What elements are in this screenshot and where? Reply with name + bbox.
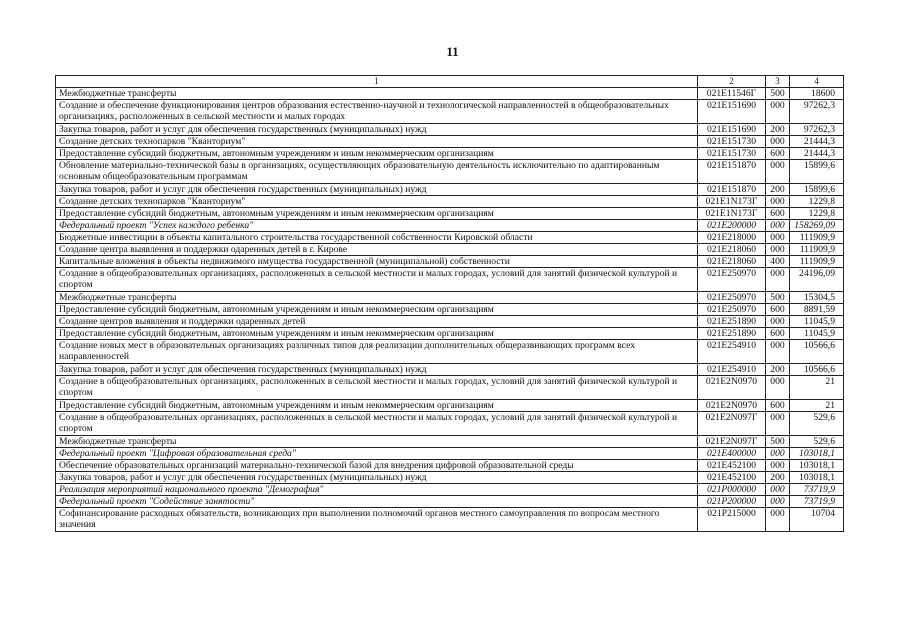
row-code-cell: 021E400000: [698, 448, 766, 460]
row-name-cell: Капитальные вложения в объекты недвижимого имущества государственной (муниципальной) собственности: [56, 256, 698, 268]
row-sum-cell: 111909,9: [790, 232, 844, 244]
table-row: [56, 244, 844, 256]
table-row: [56, 496, 844, 508]
table-row: [56, 232, 844, 244]
row-name-cell: Создание новых мест в образовательных организациях различных типов для реализации дополнительных общеразвивающих программ всех направленностей: [56, 340, 698, 364]
table-row: [56, 340, 844, 364]
row-code-cell: 021E11546Г: [698, 88, 766, 100]
row-code-cell: 021E2N0970: [698, 400, 766, 412]
row-name-cell: Межбюджетные трансферты: [56, 436, 698, 448]
table-row: [56, 328, 844, 340]
row-sum-cell: 15899,6: [790, 160, 844, 184]
row-kind-cell: 200: [766, 124, 790, 136]
row-kind-cell: 600: [766, 400, 790, 412]
table-row: [56, 400, 844, 412]
row-kind-cell: 000: [766, 316, 790, 328]
row-kind-cell: 000: [766, 220, 790, 232]
table-row: [56, 484, 844, 496]
row-sum-cell: 1229,8: [790, 196, 844, 208]
row-kind-cell: 600: [766, 208, 790, 220]
row-name-cell: Создание центров выявления и поддержки одаренных детей: [56, 316, 698, 328]
row-sum-cell: 10704: [790, 508, 844, 532]
row-sum-cell: 1229,8: [790, 208, 844, 220]
table-row: [56, 184, 844, 196]
row-name-cell: Софинансирование расходных обязательств, возникающих при выполнении полномочий органов местного самоуправления по вопросам местного значения: [56, 508, 698, 532]
row-sum-cell: 111909,9: [790, 256, 844, 268]
row-name-cell: Федеральный проект "Успех каждого ребенка": [56, 220, 698, 232]
row-sum-cell: 111909,9: [790, 244, 844, 256]
row-code-cell: 021E1N173Г: [698, 196, 766, 208]
row-code-cell: 021E2N097Г: [698, 412, 766, 436]
table-row: [56, 304, 844, 316]
row-kind-cell: 200: [766, 364, 790, 376]
row-kind-cell: 000: [766, 412, 790, 436]
row-kind-cell: 200: [766, 472, 790, 484]
row-kind-cell: 000: [766, 448, 790, 460]
table-row: [56, 220, 844, 232]
row-name-cell: Межбюджетные трансферты: [56, 292, 698, 304]
table-row: [56, 364, 844, 376]
row-name-cell: Обновление материально-технической базы в организациях, осуществляющих образовательную деятельность исключительно по адаптированным основным общеобразовательным программам: [56, 160, 698, 184]
row-code-cell: 021E2N097Г: [698, 436, 766, 448]
row-kind-cell: 000: [766, 376, 790, 400]
page-number: 11: [446, 44, 459, 59]
row-sum-cell: 158269,09: [790, 220, 844, 232]
table-row: [56, 148, 844, 160]
row-kind-cell: 600: [766, 328, 790, 340]
row-code-cell: 021E254910: [698, 340, 766, 364]
budget-table: [55, 75, 844, 532]
row-code-cell: 021E218000: [698, 232, 766, 244]
row-code-cell: 021E151690: [698, 124, 766, 136]
row-code-cell: 021E218060: [698, 256, 766, 268]
row-name-cell: Закупка товаров, работ и услуг для обеспечения государственных (муниципальных) нужд: [56, 124, 698, 136]
row-name-cell: Предоставление субсидий бюджетным, автономным учреждениям и иным некоммерческим организациям: [56, 304, 698, 316]
row-kind-cell: 200: [766, 184, 790, 196]
row-name-cell: Создание детских технопарков "Кванториум": [56, 136, 698, 148]
row-sum-cell: 15304,5: [790, 292, 844, 304]
row-kind-cell: 000: [766, 340, 790, 364]
row-name-cell: Предоставление субсидий бюджетным, автономным учреждениям и иным некоммерческим организациям: [56, 208, 698, 220]
row-kind-cell: 000: [766, 100, 790, 124]
row-sum-cell: 529,6: [790, 412, 844, 436]
row-sum-cell: 73719,9: [790, 496, 844, 508]
row-code-cell: 021E250970: [698, 304, 766, 316]
row-sum-cell: 11045,9: [790, 328, 844, 340]
row-sum-cell: 15899,6: [790, 184, 844, 196]
row-name-cell: Создание детских технопарков "Кванториум": [56, 196, 698, 208]
row-kind-cell: 000: [766, 232, 790, 244]
table-row: [56, 124, 844, 136]
header-col-sum: 4: [790, 76, 844, 88]
row-name-cell: Создание в общеобразовательных организациях, расположенных в сельской местности и малых городах, условий для занятий физической культурой и спортом: [56, 376, 698, 400]
row-sum-cell: 103018,1: [790, 460, 844, 472]
table-header-row: [56, 76, 844, 88]
row-sum-cell: 18600: [790, 88, 844, 100]
table-row: [56, 460, 844, 472]
row-name-cell: Создание в общеобразовательных организациях, расположенных в сельской местности и малых городах, условий для занятий физической культурой и спортом: [56, 268, 698, 292]
row-code-cell: 021E452100: [698, 472, 766, 484]
row-kind-cell: 000: [766, 268, 790, 292]
row-name-cell: Федеральный проект "Содействие занятости": [56, 496, 698, 508]
header-col-kind: 3: [766, 76, 790, 88]
row-kind-cell: 000: [766, 136, 790, 148]
row-name-cell: Закупка товаров, работ и услуг для обеспечения государственных (муниципальных) нужд: [56, 472, 698, 484]
row-sum-cell: 97262,3: [790, 124, 844, 136]
row-sum-cell: 103018,1: [790, 448, 844, 460]
row-kind-cell: 000: [766, 496, 790, 508]
row-code-cell: 021P200000: [698, 496, 766, 508]
row-name-cell: Создание центра выявления и поддержки одаренных детей в г. Кирове: [56, 244, 698, 256]
row-code-cell: 021E250970: [698, 292, 766, 304]
table-row: [56, 472, 844, 484]
row-name-cell: Межбюджетные трансферты: [56, 88, 698, 100]
header-col-name: 1: [56, 76, 698, 88]
budget-table-body: [56, 76, 844, 532]
table-row: [56, 160, 844, 184]
header-col-code: 2: [698, 76, 766, 88]
row-code-cell: 021E151690: [698, 100, 766, 124]
row-kind-cell: 600: [766, 148, 790, 160]
row-sum-cell: 10566,6: [790, 340, 844, 364]
row-sum-cell: 21: [790, 376, 844, 400]
row-kind-cell: 500: [766, 88, 790, 100]
table-row: [56, 196, 844, 208]
row-sum-cell: 24196,09: [790, 268, 844, 292]
row-sum-cell: 529,6: [790, 436, 844, 448]
row-name-cell: Бюджетные инвестиции в объекты капитального строительства государственной собственности Кировской области: [56, 232, 698, 244]
table-row: [56, 316, 844, 328]
row-code-cell: 021E251890: [698, 328, 766, 340]
row-sum-cell: 8891,59: [790, 304, 844, 316]
row-code-cell: 021E151730: [698, 136, 766, 148]
row-code-cell: 021E452100: [698, 460, 766, 472]
row-kind-cell: 000: [766, 508, 790, 532]
row-code-cell: 021P000000: [698, 484, 766, 496]
row-name-cell: Закупка товаров, работ и услуг для обеспечения государственных (муниципальных) нужд: [56, 364, 698, 376]
row-code-cell: 021E200000: [698, 220, 766, 232]
row-code-cell: 021E251890: [698, 316, 766, 328]
row-name-cell: Реализация мероприятий национального проекта "Демография": [56, 484, 698, 496]
row-code-cell: 021E254910: [698, 364, 766, 376]
row-name-cell: Обеспечение образовательных организаций материально-технической базой для внедрения цифровой образовательной среды: [56, 460, 698, 472]
table-row: [56, 448, 844, 460]
row-kind-cell: 000: [766, 460, 790, 472]
table-row: [56, 88, 844, 100]
row-sum-cell: 11045,9: [790, 316, 844, 328]
row-name-cell: Федеральный проект "Цифровая образовательная среда": [56, 448, 698, 460]
row-code-cell: 021E151870: [698, 184, 766, 196]
row-name-cell: Создание в общеобразовательных организациях, расположенных в сельской местности и малых городах, условий для занятий физической культурой и спортом: [56, 412, 698, 436]
row-code-cell: 021E151730: [698, 148, 766, 160]
table-row: [56, 136, 844, 148]
row-name-cell: Предоставление субсидий бюджетным, автономным учреждениям и иным некоммерческим организациям: [56, 148, 698, 160]
row-kind-cell: 500: [766, 436, 790, 448]
table-row: [56, 292, 844, 304]
row-kind-cell: 000: [766, 160, 790, 184]
row-sum-cell: 21444,3: [790, 136, 844, 148]
table-row: [56, 268, 844, 292]
table-row: [56, 508, 844, 532]
row-kind-cell: 000: [766, 196, 790, 208]
table-row: [56, 436, 844, 448]
table-row: [56, 256, 844, 268]
row-name-cell: Создание и обеспечение функционирования центров образования естественно-научной и технологической направленностей в общеобразовательных организациях, расположенных в сельской местности и малых городах: [56, 100, 698, 124]
row-code-cell: 021E151870: [698, 160, 766, 184]
row-sum-cell: 10566,6: [790, 364, 844, 376]
row-sum-cell: 103018,1: [790, 472, 844, 484]
row-name-cell: Предоставление субсидий бюджетным, автономным учреждениям и иным некоммерческим организациям: [56, 328, 698, 340]
row-kind-cell: 000: [766, 484, 790, 496]
table-row: [56, 100, 844, 124]
row-sum-cell: 73719,9: [790, 484, 844, 496]
row-code-cell: 021E218060: [698, 244, 766, 256]
row-kind-cell: 000: [766, 244, 790, 256]
row-code-cell: 021E250970: [698, 268, 766, 292]
table-row: [56, 208, 844, 220]
row-sum-cell: 97262,3: [790, 100, 844, 124]
row-kind-cell: 500: [766, 292, 790, 304]
row-sum-cell: 21444,3: [790, 148, 844, 160]
row-code-cell: 021E2N0970: [698, 376, 766, 400]
row-code-cell: 021P215000: [698, 508, 766, 532]
row-name-cell: Предоставление субсидий бюджетным, автономным учреждениям и иным некоммерческим организациям: [56, 400, 698, 412]
row-name-cell: Закупка товаров, работ и услуг для обеспечения государственных (муниципальных) нужд: [56, 184, 698, 196]
table-row: [56, 412, 844, 436]
row-code-cell: 021E1N173Г: [698, 208, 766, 220]
row-sum-cell: 21: [790, 400, 844, 412]
row-kind-cell: 600: [766, 304, 790, 316]
table-row: [56, 376, 844, 400]
row-kind-cell: 400: [766, 256, 790, 268]
